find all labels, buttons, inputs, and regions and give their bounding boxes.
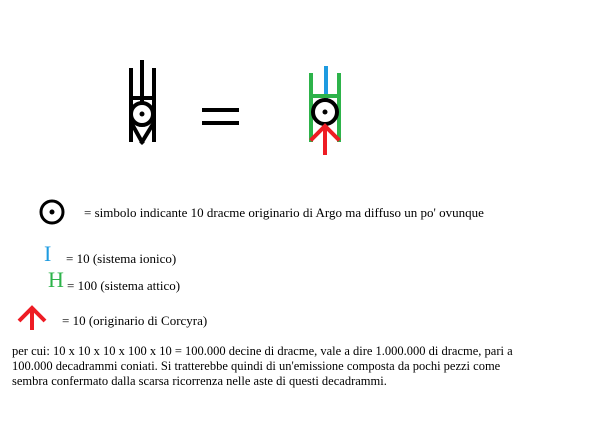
legend-h-glyph: H	[48, 267, 64, 292]
paragraph-line-3: sembra confermato dalla scarsa ricorrenza nelle aste di questi decadrammi.	[12, 374, 387, 388]
monogram-symbol	[131, 62, 154, 142]
explanation-paragraph	[12, 344, 592, 389]
decomposed-symbol	[311, 68, 339, 153]
legend-i-glyph: I	[44, 241, 52, 266]
paragraph-line-2: 100.000 decadrammi coniati. Si tratterebbe quindi di un'emissione composta da pochi pezzi come	[12, 359, 501, 373]
legend-dot-description: = simbolo indicante 10 dracme originario di Argo ma diffuso un po' ovunque	[84, 205, 484, 220]
decomposed-dot	[323, 110, 328, 115]
legend-h-description: = 100 (sistema attico)	[67, 278, 181, 293]
legend-dot-icon	[41, 201, 63, 223]
legend-i-description: = 10 (sistema ionico)	[66, 251, 177, 266]
paragraph-line-1: per cui: 10 x 10 x 10 x 100 x 10 = 100.000 decine di dracme, vale a dire 1.000.000 di dracme, pari a	[12, 344, 513, 358]
monogram-dot	[140, 112, 145, 117]
legend-arrow-description: = 10 (originario di Corcyra)	[62, 313, 208, 328]
equals-sign	[202, 110, 239, 123]
legend-arrow-icon	[19, 308, 45, 330]
